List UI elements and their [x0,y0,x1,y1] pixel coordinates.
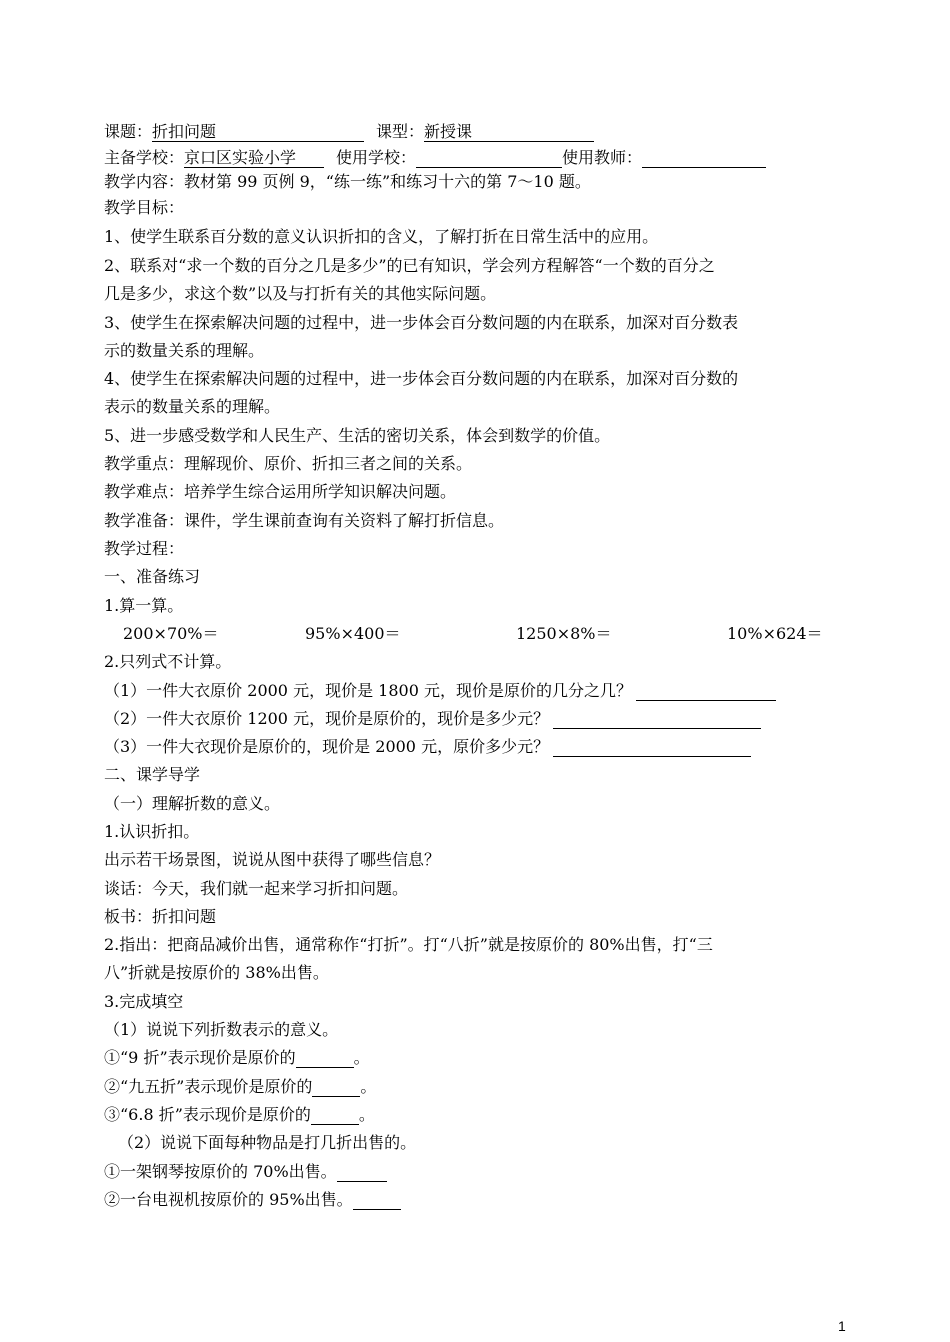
goal-line: 1、使学生联系百分数的意义认识折扣的含义，了解打折在日常生活中的应用。 [104,227,659,246]
fill-blank [337,1163,387,1182]
answer-blank [553,738,751,757]
list-title: 2.只列式不计算。 [104,652,232,671]
list-item: （1）一件大衣原价 2000 元，现价是 1800 元，现价是原价的几分之几？ [104,681,776,703]
fill-item: ③“6.8 折”表示现价是原价的 。 [104,1105,375,1124]
paragraph: 3.完成填空 [104,992,184,1011]
subsection-title: （1）说说下列折数表示的意义。 [104,1020,339,1039]
fill-item: ①“9 折”表示现价是原价的 。 [104,1048,370,1067]
section-title: 一、准备练习 [104,567,201,586]
answer-blank [553,710,761,729]
header-topic-line [104,122,594,144]
lesson-type-label: 课型： [376,122,425,141]
teaching-content: 教学内容：教材第 99 页例 9，“练一练”和练习十六的第 7～10 题。 [104,172,591,191]
paragraph: 2.指出：把商品减价出售，通常称作“打折”。打“八折”就是按原价的 80%出售，打“三 [104,935,713,954]
calc-item: 1250×8%＝ [516,624,612,643]
paragraph: 板书：折扣问题 [104,907,217,926]
header-school-line [104,148,766,170]
section-title: 二、课学导学 [104,765,201,784]
sale-item: ①一架钢琴按原价的 70%出售。 [104,1162,387,1184]
paragraph: 出示若干场景图，说说从图中获得了哪些信息？ [104,850,441,869]
school-value: 京口区实验小学 [184,148,324,168]
page-number: 1 [838,1318,846,1334]
fill-blank [296,1049,354,1068]
calc-item: 10%×624＝ [727,624,823,643]
sale-item: ②一台电视机按原价的 95%出售。 [104,1190,401,1212]
paragraph: 谈话：今天，我们就一起来学习折扣问题。 [104,879,409,898]
goal-line: 表示的数量关系的理解。 [104,397,281,416]
goal-line: 几是多少，求这个数”以及与打折有关的其他实际问题。 [104,284,497,303]
calc-item: 200×70%＝ [123,624,219,643]
goal-line: 4、使学生在探索解决问题的过程中，进一步体会百分数问题的内在联系，加深对百分数的 [104,369,739,388]
goals-title: 教学目标： [104,198,185,217]
subsection-title: （一）理解折数的意义。 [104,794,281,813]
difficulty: 教学难点：培养学生综合运用所学知识解决问题。 [104,482,457,501]
fill-item: ②“九五折”表示现价是原价的 。 [104,1077,377,1096]
subsection-title: （2）说说下面每种物品是打几折出售的。 [118,1133,417,1152]
teacher-label: 使用教师： [562,148,643,167]
topic-label: 课题： [104,122,153,141]
paragraph: 八”折就是按原价的 38%出售。 [104,963,329,982]
fill-blank [353,1191,401,1210]
goal-line: 2、联系对“求一个数的百分之几是多少”的已有知识，学会列方程解答“一个数的百分之 [104,256,715,275]
process-title: 教学过程： [104,539,185,558]
topic-value: 折扣问题 [152,122,364,142]
lesson-type-value: 新授课 [424,122,594,142]
calc-item: 95%×400＝ [305,624,401,643]
answer-blank [636,682,776,701]
goal-line: 5、进一步感受数学和人民生产、生活的密切关系，体会到数学的价值。 [104,426,611,445]
goal-line: 示的数量关系的理解。 [104,341,265,360]
paragraph: 1.认识折扣。 [104,822,200,841]
fill-blank [311,1106,359,1125]
using-school-blank [416,149,562,168]
teacher-blank [642,149,766,168]
list-item: （2）一件大衣原价 1200 元，现价是原价的，现价是多少元？ [104,709,761,731]
school-label: 主备学校： [104,148,185,167]
using-school-label: 使用学校： [336,148,417,167]
key-point: 教学重点：理解现价、原价、折扣三者之间的关系。 [104,454,473,473]
preparation: 教学准备：课件，学生课前查询有关资料了解打折信息。 [104,511,505,530]
goal-line: 3、使学生在探索解决问题的过程中，进一步体会百分数问题的内在联系，加深对百分数表 [104,313,739,332]
list-item: （3）一件大衣现价是原价的，现价是 2000 元，原价多少元？ [104,737,751,759]
calc-title: 1.算一算。 [104,596,184,615]
fill-blank [312,1078,360,1097]
